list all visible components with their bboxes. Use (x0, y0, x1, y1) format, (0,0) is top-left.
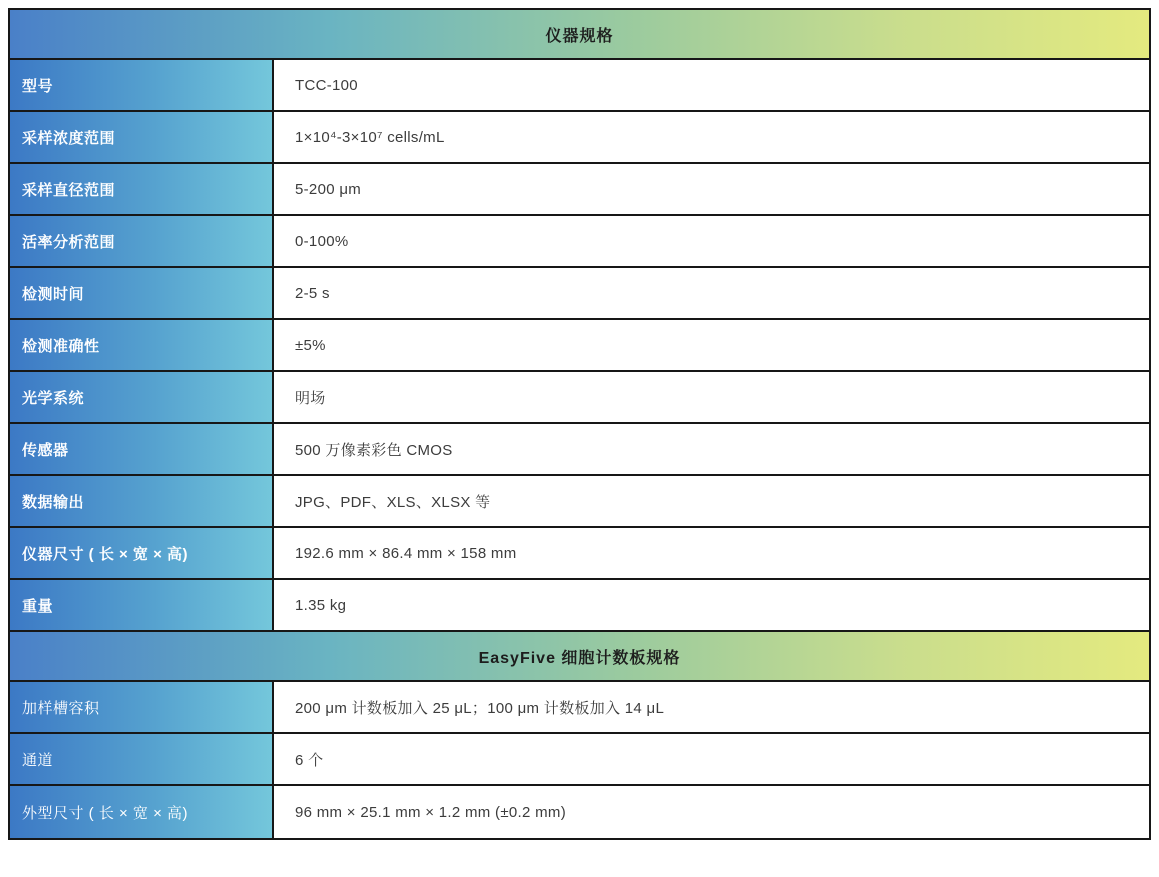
spec-label-plate-dimensions: 外型尺寸 ( 长 × 宽 × 高) (10, 786, 274, 838)
section-header-instrument-specs: 仪器规格 (10, 10, 1149, 60)
table-row (10, 112, 1149, 164)
spec-label-instrument-dimensions: 仪器尺寸 ( 长 × 宽 × 高) (10, 528, 274, 578)
spec-label-accuracy: 检测准确性 (10, 320, 274, 370)
spec-value-plate-dimensions: 96 mm × 25.1 mm × 1.2 mm (±0.2 mm) (274, 786, 1149, 838)
table-row (10, 320, 1149, 372)
spec-label-viability-range: 活率分析范围 (10, 216, 274, 266)
spec-value-channels: 6 个 (274, 734, 1149, 784)
spec-label-sensor: 传感器 (10, 424, 274, 474)
spec-value-optical-system: 明场 (274, 372, 1149, 422)
table-row (10, 734, 1149, 786)
spec-label-weight: 重量 (10, 580, 274, 630)
spec-value-sensor: 500 万像素彩色 CMOS (274, 424, 1149, 474)
table-row (10, 682, 1149, 734)
table-row (10, 476, 1149, 528)
spec-label-optical-system: 光学系统 (10, 372, 274, 422)
table-row (10, 268, 1149, 320)
spec-value-instrument-dimensions: 192.6 mm × 86.4 mm × 158 mm (274, 528, 1149, 578)
spec-label-model: 型号 (10, 60, 274, 110)
spec-label-detection-time: 检测时间 (10, 268, 274, 318)
table-row (10, 164, 1149, 216)
table-row (10, 580, 1149, 632)
table-row (10, 216, 1149, 268)
spec-value-model: TCC-100 (274, 60, 1149, 110)
spec-label-data-output: 数据输出 (10, 476, 274, 526)
spec-label-channels: 通道 (10, 734, 274, 784)
table-row (10, 372, 1149, 424)
table-row (10, 786, 1149, 838)
table-row (10, 424, 1149, 476)
spec-value-concentration-range: 1×10⁴-3×10⁷ cells/mL (274, 112, 1149, 162)
table-row (10, 60, 1149, 112)
spec-label-sample-well-volume: 加样槽容积 (10, 682, 274, 732)
spec-value-data-output: JPG、PDF、XLS、XLSX 等 (274, 476, 1149, 526)
spec-label-diameter-range: 采样直径范围 (10, 164, 274, 214)
spec-value-viability-range: 0-100% (274, 216, 1149, 266)
section-header-counting-plate-specs: EasyFive 细胞计数板规格 (10, 632, 1149, 682)
spec-value-sample-well-volume: 200 μm 计数板加入 25 μL；100 μm 计数板加入 14 μL (274, 682, 1149, 732)
spec-table (8, 8, 1151, 840)
spec-value-weight: 1.35 kg (274, 580, 1149, 630)
spec-value-detection-time: 2-5 s (274, 268, 1149, 318)
table-row (10, 528, 1149, 580)
spec-value-diameter-range: 5-200 μm (274, 164, 1149, 214)
spec-label-concentration-range: 采样浓度范围 (10, 112, 274, 162)
spec-value-accuracy: ±5% (274, 320, 1149, 370)
